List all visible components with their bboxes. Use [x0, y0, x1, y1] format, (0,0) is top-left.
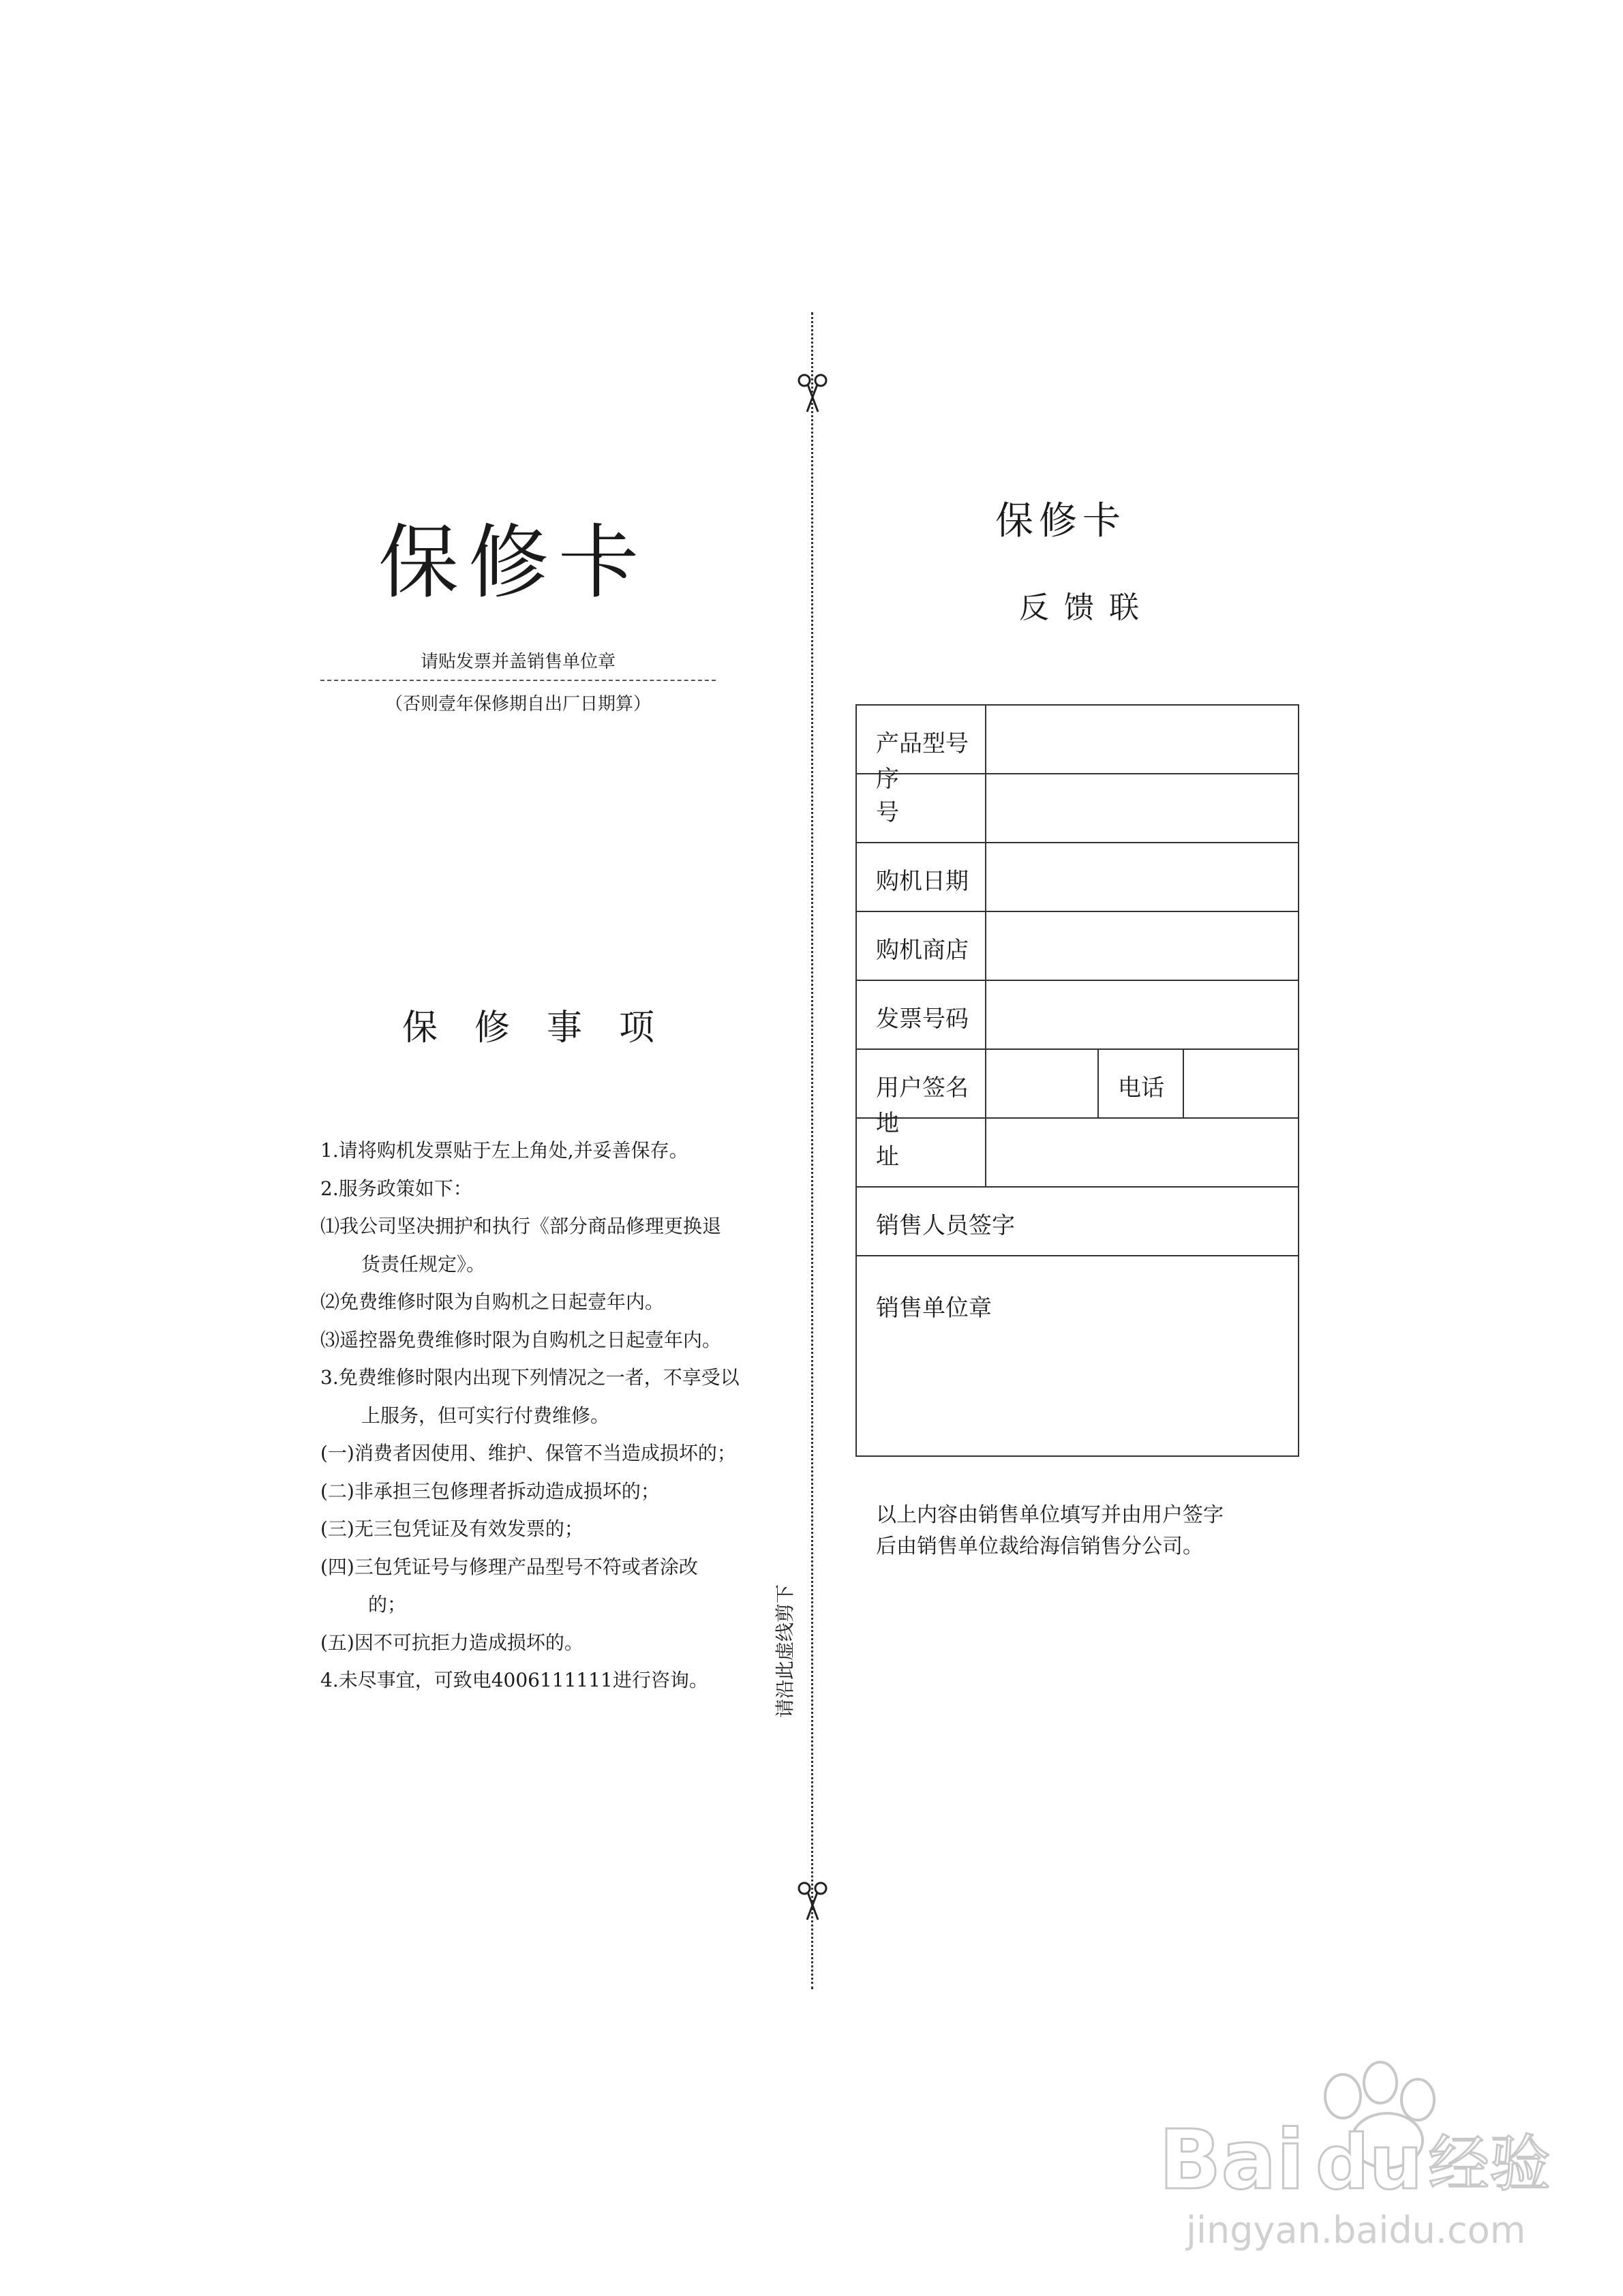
field-label: 购机商店: [857, 912, 986, 980]
note-line: (二)非承担三包修理者拆动造成损坏的；: [320, 1479, 660, 1502]
form-row-sales-signature: [857, 1188, 1298, 1256]
svg-text:du: du: [1316, 2119, 1423, 2206]
feedback-title: 保修卡: [995, 499, 1126, 543]
note-line: ⑶遥控器免费维修时限为自购机之日起壹年内。: [320, 1328, 722, 1351]
warranty-notes: [320, 1132, 784, 1700]
field-label: 购机日期: [857, 843, 986, 911]
cut-line: [811, 312, 813, 1989]
note-line: 3.免费维修时限内出现下列情况之一者，不享受以: [320, 1366, 740, 1389]
form-row-serial: [857, 766, 1298, 843]
serial-field[interactable]: [986, 774, 1298, 842]
field-label: 用户签名: [857, 1050, 986, 1117]
field-label: 序号: [857, 774, 986, 842]
notes-title: 保修事项: [402, 1008, 692, 1048]
note-line: ⑵免费维修时限为自购机之日起壹年内。: [320, 1290, 665, 1313]
note-line: 上服务，但可实行付费维修。: [361, 1404, 610, 1427]
field-label: 产品型号: [857, 706, 986, 773]
note-line: 货责任规定》。: [361, 1252, 486, 1275]
phone-field[interactable]: [1184, 1050, 1298, 1117]
note-line: (三)无三包凭证及有效发票的；: [320, 1517, 583, 1540]
form-row-purchase-date: [857, 843, 1298, 912]
note-line: (五)因不可抗拒力造成损坏的。: [320, 1631, 583, 1654]
sales-signature-field[interactable]: 销售人员签字: [876, 1212, 1015, 1239]
footer-line: 以上内容由销售单位填写并由用户签字: [876, 1503, 1224, 1527]
feedback-subtitle: 反馈联: [1019, 590, 1154, 625]
card-title: 保修卡: [378, 515, 649, 609]
field-label: 电话: [1099, 1050, 1184, 1117]
note-line: 的；: [368, 1593, 407, 1616]
svg-text:Bai: Bai: [1159, 2113, 1305, 2208]
purchase-date-field[interactable]: [986, 843, 1298, 911]
address-field[interactable]: [986, 1119, 1298, 1186]
invoice-field[interactable]: [986, 981, 1298, 1048]
invoice-divider: [320, 680, 716, 681]
feedback-form: [855, 704, 1299, 1457]
note-line: ⑴我公司坚决拥护和执行《部分商品修理更换退: [320, 1215, 722, 1237]
cut-instruction: 请沿此虚线剪下: [774, 1584, 796, 1718]
svg-text:jingyan.baidu.com: jingyan.baidu.com: [1186, 2209, 1526, 2252]
note-line: 4.未尽事宜，可致电4006111111进行咨询。: [320, 1669, 708, 1691]
footer-line: 后由销售单位裁给海信销售分公司。: [876, 1535, 1203, 1558]
field-label: 地址: [857, 1119, 986, 1186]
user-signature-field[interactable]: [986, 1050, 1099, 1117]
form-row-invoice: [857, 981, 1298, 1050]
note-line: (一)消费者因使用、维护、保管不当造成损坏的；: [320, 1442, 736, 1464]
svg-text:经验: 经验: [1428, 2128, 1551, 2200]
note-line: 2.服务政策如下：: [320, 1177, 472, 1200]
form-row-sales-stamp: [857, 1256, 1298, 1455]
baidu-watermark: [1159, 2045, 1581, 2263]
note-line: 1.请将购机发票贴于左上角处,并妥善保存。: [320, 1139, 688, 1162]
invoice-note: （否则壹年保修期自出厂日期算）: [384, 694, 651, 714]
store-field[interactable]: [986, 912, 1298, 980]
sales-stamp-field[interactable]: 销售单位章: [876, 1295, 992, 1322]
scissors-icon: [795, 374, 830, 423]
note-line: (四)三包凭证号与修理产品型号不符或者涂改: [320, 1555, 698, 1578]
scissors-icon: [795, 1882, 830, 1931]
invoice-instruction: 请贴发票并盖销售单位章: [420, 652, 616, 672]
form-row-address: [857, 1110, 1298, 1188]
field-label: 发票号码: [857, 981, 986, 1048]
form-row-store: [857, 912, 1298, 981]
model-field[interactable]: [986, 706, 1298, 773]
footer-note: [876, 1500, 1353, 1562]
